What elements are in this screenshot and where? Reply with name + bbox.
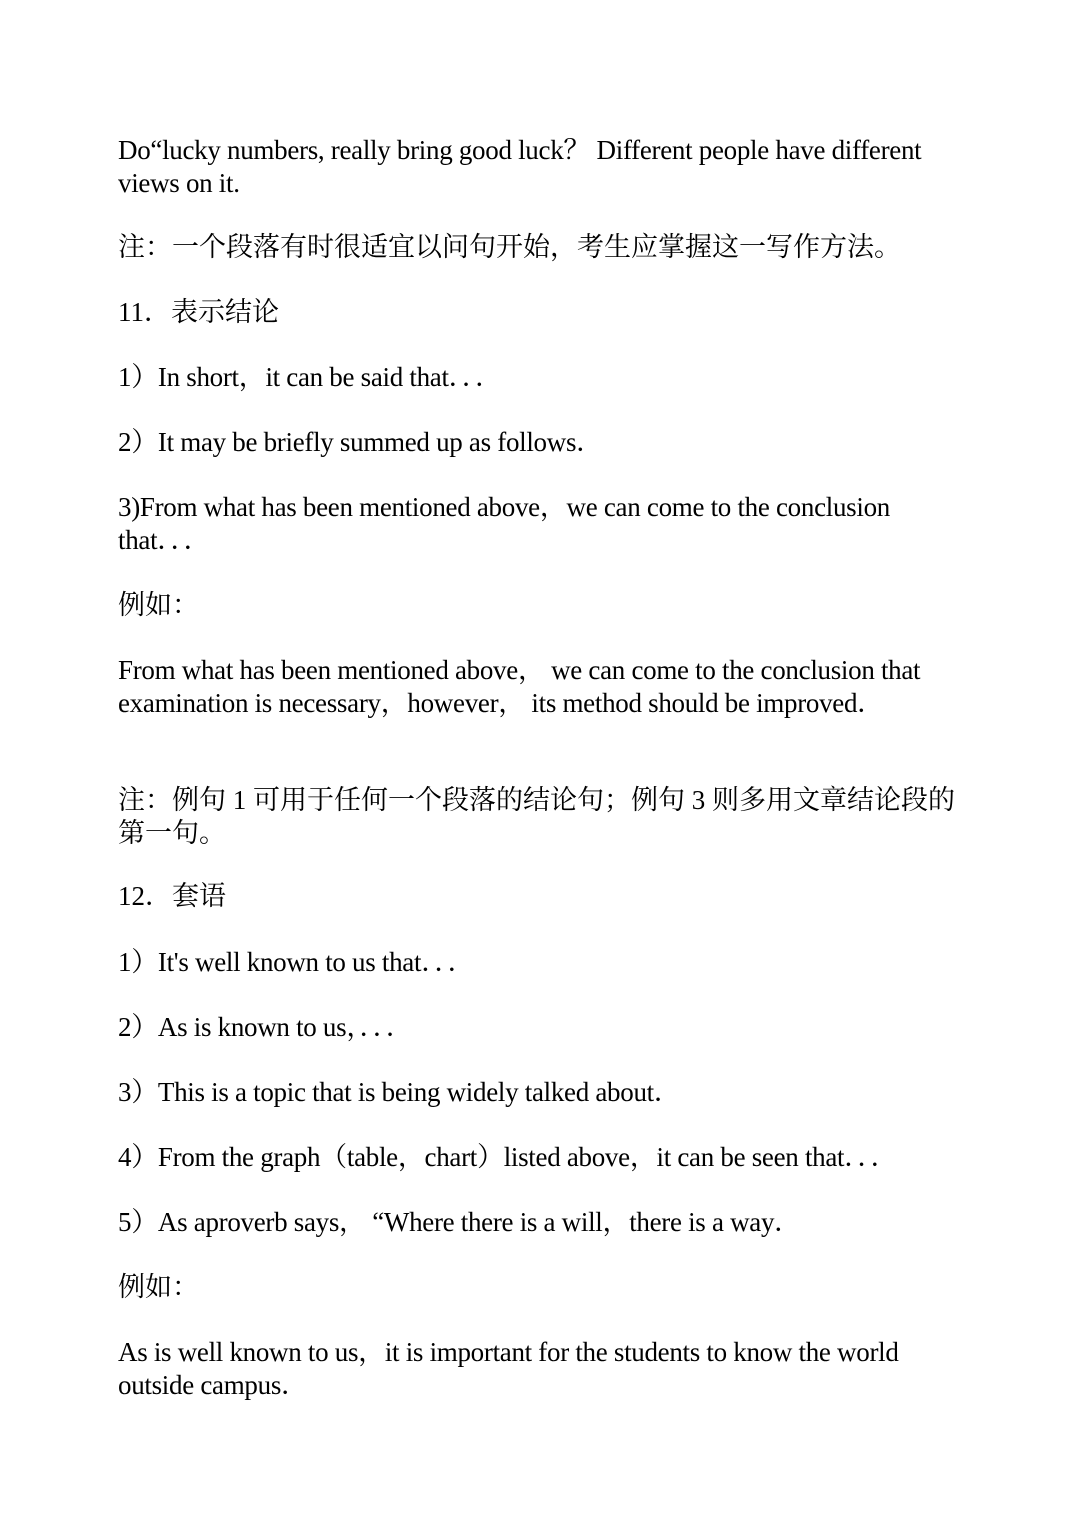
list-item: 5）As aproverb says， “Where there is a will，there is a way． bbox=[118, 1207, 801, 1237]
section-12-heading: 12．套语 bbox=[118, 881, 226, 911]
list-item: 3）This is a topic that is being widely talked about． bbox=[118, 1077, 681, 1107]
example-paragraph: As is well known to us，it is important for the students to know the world outside campus． bbox=[118, 1337, 899, 1400]
section-11-heading: 11．表示结论 bbox=[118, 297, 279, 327]
list-item: 1）It's well known to us that．．． bbox=[118, 947, 475, 977]
intro-question-paragraph: Do“lucky numbers, really bring good luck？ Different people have different views on it. bbox=[118, 135, 922, 198]
list-item: 1）In short，it can be said that．．． bbox=[118, 362, 502, 392]
note-paragraph: 注：例句 1 可用于任何一个段落的结论句；例句 3 则多用文章结论段的第一句。 bbox=[118, 785, 955, 848]
list-item: 2）As is known to us，．．． bbox=[118, 1012, 413, 1042]
example-label: 例如： bbox=[118, 1272, 199, 1302]
example-paragraph: From what has been mentioned above， we can come to the conclusion that examination is necessary，however， its method should be improved． bbox=[118, 655, 921, 718]
note-paragraph: 注：一个段落有时很适宜以问句开始，考生应掌握这一写作方法。 bbox=[118, 232, 901, 262]
list-item: 3)From what has been mentioned above，we can come to the conclusion that．．． bbox=[118, 492, 890, 555]
list-item: 2）It may be briefly summed up as follows． bbox=[118, 427, 603, 457]
list-item: 4）From the graph（table，chart）listed above，it can be seen that．．． bbox=[118, 1142, 898, 1172]
example-label: 例如： bbox=[118, 590, 199, 620]
